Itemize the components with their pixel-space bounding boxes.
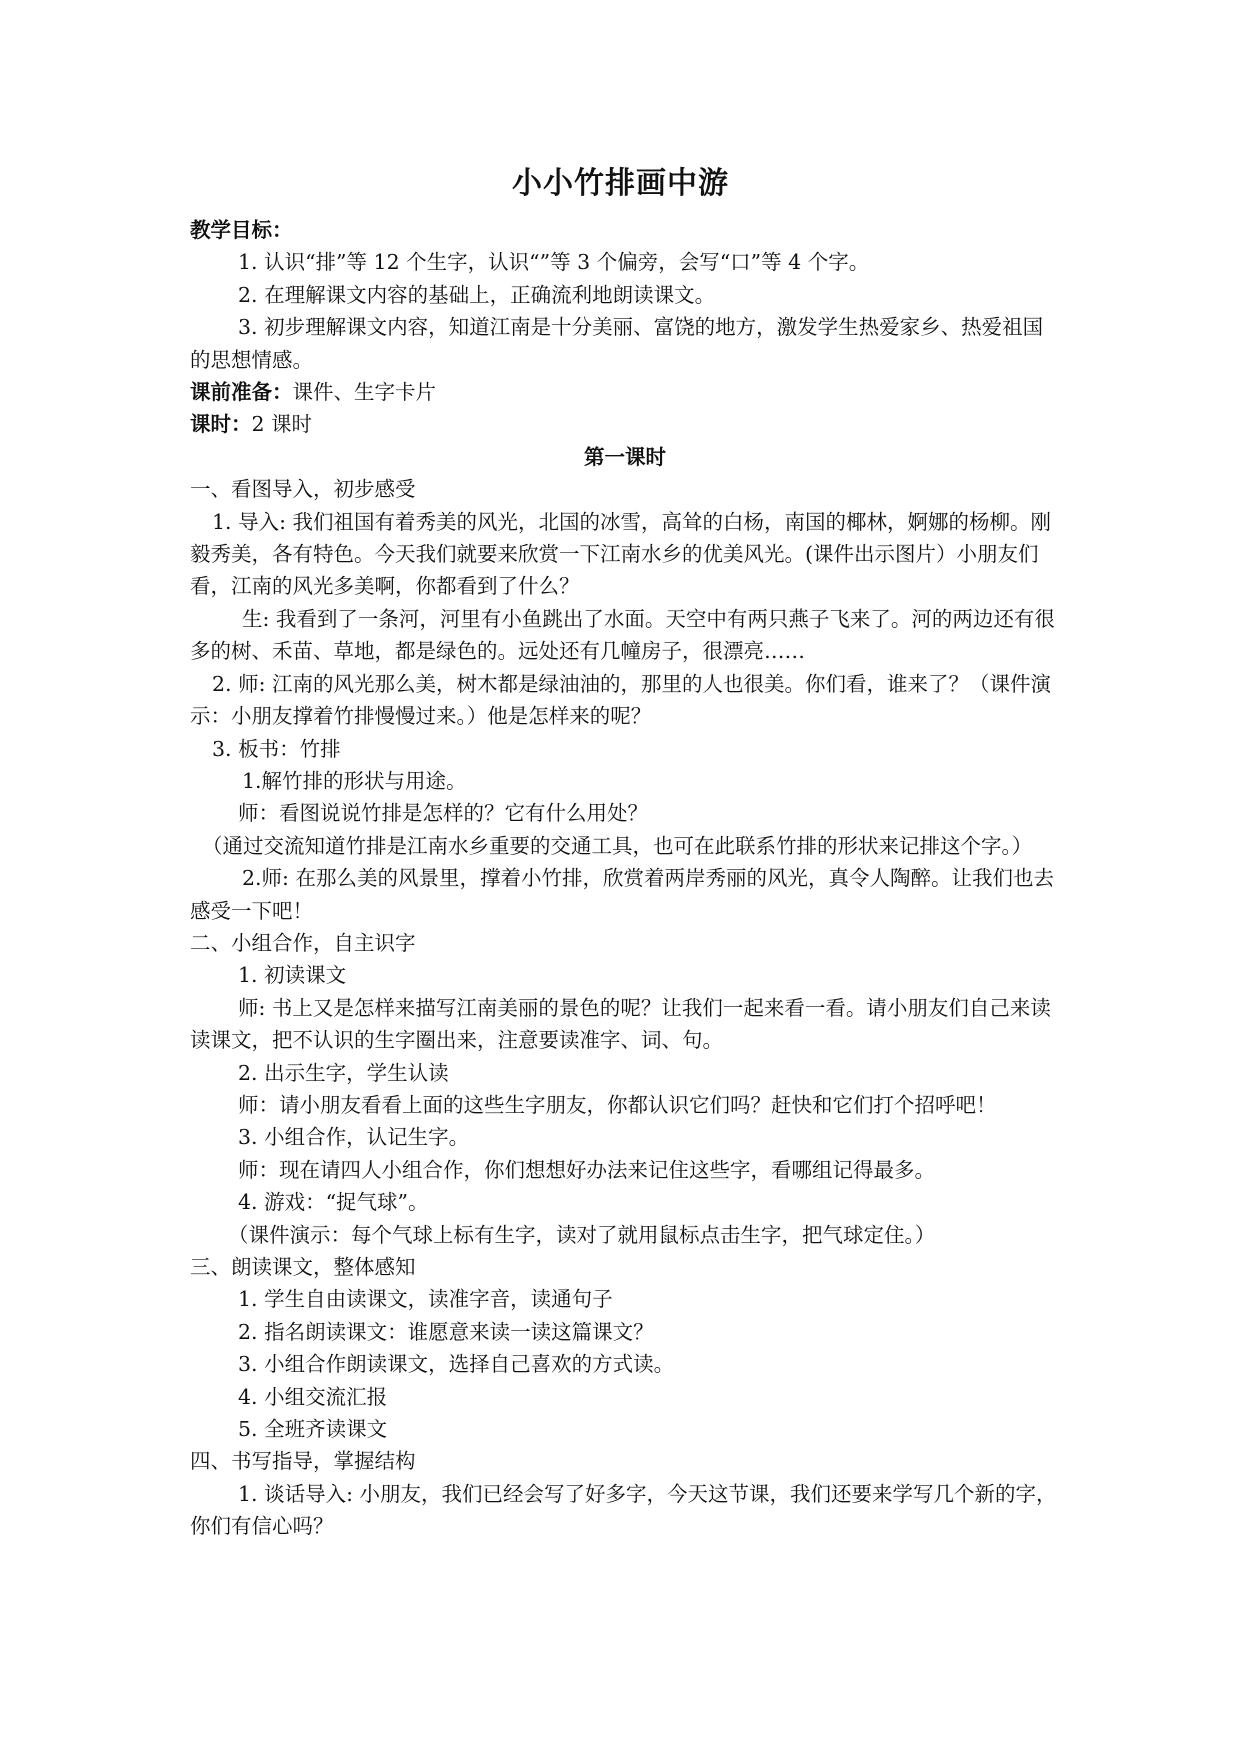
section2-paragraph: 2. 出示生字，学生认读 [238,1060,449,1085]
section4-heading: 四、书写指导，掌握结构 [190,1449,416,1474]
section3-item: 1. 学生自由读课文，读准字音，读通句子 [238,1287,613,1312]
section4-paragraph: 1. 谈话导入: 小朋友，我们已经会写了好多字，今天这节课，我们还要来学写几个新的字，你们有信心吗？ [190,1481,1057,1539]
section2-paragraph: 3. 小组合作，认记生字。 [238,1125,470,1150]
section2-paragraph: 师：请小朋友看看上面的这些生字朋友，你都认识它们吗？赶快和它们打个招呼吧！ [238,1092,997,1117]
goal-item: 1. 认识“排”等 12 个生字，认识“”等 3 个偏旁，会写“口”等 4 个字。 [238,250,870,275]
hours-label: 课时： [190,412,252,437]
section1-heading: 一、看图导入，初步感受 [190,477,416,502]
goal-item: 3. 初步理解课文内容，知道江南是十分美丽、富饶的地方，激发学生热爱家乡、热爱祖国的思想情感。 [190,315,1044,372]
section3-item: 4. 小组交流汇报 [238,1384,388,1409]
section2-heading: 二、小组合作，自主识字 [190,930,416,955]
lesson-heading: 第一课时 [584,444,666,469]
section2-paragraph: 1. 初读课文 [238,963,347,988]
section1-paragraph: 1.解竹排的形状与用途。 [242,768,467,793]
document-title: 小小竹排画中游 [512,166,729,201]
goals-label [190,214,1060,246]
document-body [190,214,1060,1543]
section1-paragraph: （通过交流知道竹排是江南水乡重要的交通工具，也可在此联系竹排的形状来记排这个字。） [202,833,1033,858]
prep-value: 课件、生字卡片 [292,380,436,405]
section1-paragraph: 生: 我看到了一条河，河里有小鱼跳出了水面。天空中有两只燕子飞来了。河的两边还有很多的树、禾苗、草地，都是绿色的。远处还有几幢房子，很漂亮…… [190,606,1055,664]
section1-paragraph: 2. 师: 江南的风光那么美，树木都是绿油油的，那里的人也很美。你们看，谁来了？（课件演示：小朋友撑着竹排慢慢过来。）他是怎样来的呢？ [190,671,1051,729]
prep-line [190,376,1060,408]
section1-paragraph: 师：看图说说竹排是怎样的？它有什么用处？ [238,801,648,826]
hours-line [190,408,1060,440]
hours-value: 2 课时 [251,412,313,437]
section3-item: 3. 小组合作朗读课文，选择自己喜欢的方式读。 [238,1352,675,1377]
section1-paragraph: 3. 板书：竹排 [212,736,341,761]
section1-paragraph: 1. 导入: 我们祖国有着秀美的风光，北国的冰雪，高耸的白杨，南国的椰林，婀娜的杨柳。刚毅秀美，各有特色。今天我们就要来欣赏一下江南水乡的优美风光。(课件出示图片）小朋友们看，江南的风光多美啊，你都看到了什么？ [190,509,1051,599]
section1-paragraph: 2.师: 在那么美的风景里，撑着小竹排，欣赏着两岸秀丽的风光，真令人陶醉。让我们也去感受一下吧！ [190,866,1054,923]
section3-heading: 三、朗读课文，整体感知 [190,1255,416,1279]
section2-paragraph: 师：现在请四人小组合作，你们想想好办法来记住这些字，看哪组记得最多。 [238,1157,935,1182]
section3-item: 2. 指名朗读课文：谁愿意来读一读这篇课文？ [238,1319,654,1344]
section2-paragraph: 4. 游戏：“捉气球”。 [238,1190,429,1215]
section2-paragraph: （课件演示：每个气球上标有生字，读对了就用鼠标点击生字，把气球定住。） [228,1222,936,1247]
goal-item: 2. 在理解课文内容的基础上，正确流利地朗读课文。 [238,282,716,307]
goals-label-text: 教学目标： [190,218,293,242]
section2-paragraph: 师: 书上又是怎样来描写江南美丽的景色的呢？让我们一起来看一看。请小朋友们自己来读读课文，把不认识的生字圈出来，注意要读准字、词、句。 [190,995,1051,1053]
prep-label: 课前准备： [190,380,293,405]
section3-item: 5. 全班齐读课文 [238,1417,388,1442]
